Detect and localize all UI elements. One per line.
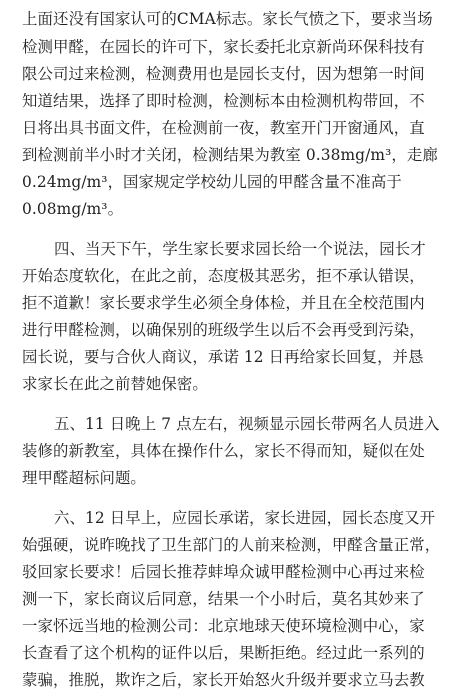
text-line: 始强硬，说昨晚找了卫生部门的人前来检测，甲醛含量正常， <box>22 536 441 554</box>
text-line: 0.24mg/m³，国家规定学校幼儿园的甲醛含量不准高于 <box>22 173 402 191</box>
text-line: 0.08mg/m³。 <box>22 200 124 218</box>
text-line: 开始态度软化，在此之前，态度极其恶劣，拒不承认错误， <box>22 267 425 285</box>
text-line: 园长说，要与合伙人商议，承诺 12 日再给家长回复，并恳 <box>22 348 424 366</box>
paragraph-first-line: 六、12 日早上，应园长承诺，家长进园，园长态度又开 <box>54 509 436 527</box>
text-line: 上面还没有国家认可的CMA标志。家长气愤之下，要求当场 <box>22 10 433 28</box>
paragraph-first-line: 五、11 日晚上 7 点左右，视频显示园长带两名人员进入 <box>54 415 440 433</box>
text-line: 进行甲醛检测，以确保别的班级学生以后不会再受到污染， <box>22 321 425 339</box>
paragraph-first-line: 四、当天下午，学生家长要求园长给一个说法，园长才 <box>54 240 426 258</box>
text-line: 检测甲醛，在园长的许可下，家长委托北京新尚环保科技有 <box>22 38 425 56</box>
text-line: 测一下，家长商议后同意，结果一个小时后，莫名其妙来了 <box>22 590 425 608</box>
text-line: 知道结果，选择了即时检测，检测标本由检测机构带回，不 <box>22 92 425 110</box>
text-line: 驳回家长要求！后园长推荐蚌埠众诚甲醛检测中心再过来检 <box>22 563 425 581</box>
text-line: 一家怀远当地的检测公司：北京地球天使环境检测中心，家 <box>22 617 425 635</box>
text-line: 理甲醛超标问题。 <box>22 469 146 487</box>
text-line: 装修的新教室，具体在操作什么，家长不得而知，疑似在处 <box>22 442 425 460</box>
text-line: 求家长在此之前替她保密。 <box>22 375 208 393</box>
text-line: 拒不道歉！家长要求学生必须全身体检，并且在全校范围内 <box>22 294 425 312</box>
text-line: 日将出具书面文件，在检测前一夜，教室开门开窗通风，直 <box>22 119 425 137</box>
text-line: 限公司过来检测，检测费用也是园长支付，因为想第一时间 <box>22 65 425 83</box>
text-line: 到检测前半小时才关闭，检测结果为教室 0.38mg/m³，走廊 <box>22 146 438 164</box>
text-line: 长查看了这个机构的证件以后，果断拒绝。经过此一系列的 <box>22 644 425 662</box>
text-line: 蒙骗，推脱，欺诈之后，家长开始怒火升级并要求立马去教 <box>22 671 425 689</box>
